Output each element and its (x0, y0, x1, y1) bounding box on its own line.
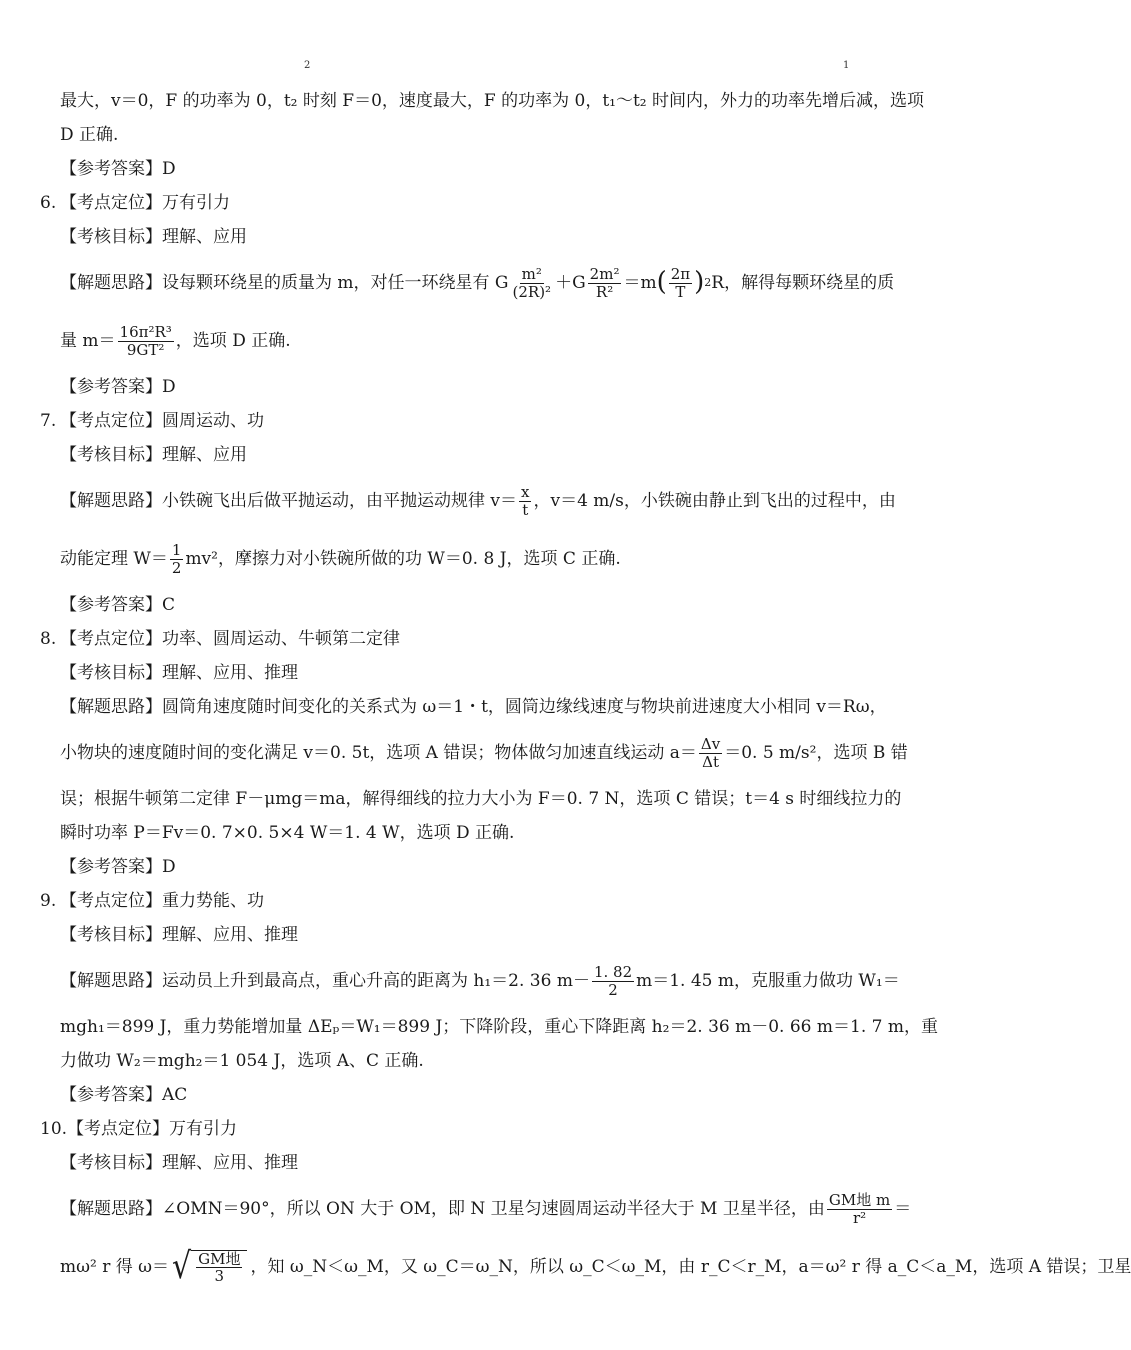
text: 力做功 W₂＝mgh₂＝1 054 J，选项 A、C 正确. (60, 1050, 424, 1071)
answer-line (40, 850, 915, 884)
question-10-solution (40, 1180, 915, 1238)
denominator: 3 (214, 1267, 225, 1285)
denominator: (2R)² (512, 282, 552, 301)
text: 【解题思路】设每颗环绕星的质量为 m，对任一环绕星有 G (60, 272, 509, 293)
fraction (511, 266, 554, 300)
text: R，解得每颗环绕星的质 (711, 272, 895, 293)
text-line (40, 1010, 938, 1044)
text: 【解题思路】小铁碗飞出后做平抛运动，由平抛运动规律 v＝ (60, 490, 518, 511)
denominator: 2 (608, 980, 618, 999)
text: ＋G (555, 272, 586, 293)
question-6-solution-cont (40, 312, 915, 370)
text: ，v＝4 m/s，小铁碗由静止到飞出的过程中，由 (533, 490, 896, 511)
square-root (172, 1245, 247, 1288)
question-6-solution (40, 254, 915, 312)
denominator: t (522, 500, 529, 519)
question-number: 6. (40, 192, 57, 213)
text: D 正确. (60, 124, 119, 145)
question-10-goal (40, 1146, 915, 1180)
text: 【考点定位】万有引力 (67, 1118, 238, 1139)
text-line (40, 1044, 915, 1078)
question-8-solution (40, 690, 915, 724)
text-line (40, 782, 915, 816)
question-number: 10. (40, 1118, 68, 1139)
text: 【考点定位】圆周运动、功 (60, 410, 264, 431)
numerator: GM地 m (828, 1191, 891, 1209)
text: 小物块的速度随时间的变化满足 v＝0. 5t，选项 A 错误；物体做匀加速直线运动 a＝ (60, 742, 697, 763)
text: 【解题思路】运动员上升到最高点，重心升高的距离为 h₁＝2. 36 m－ (60, 970, 590, 991)
text: 误；根据牛顿第二定律 F－μmg＝ma，解得细线的拉力大小为 F＝0. 7 N，选项 C 错误；t＝4 s 时细线拉力的 (60, 788, 902, 809)
text: 【考点定位】功率、圆周运动、牛顿第二定律 (60, 628, 400, 649)
page-number-left: 2 (304, 60, 311, 71)
numerator: 2m² (589, 265, 620, 283)
question-8-goal (40, 656, 915, 690)
question-6-topic (40, 186, 915, 220)
text-line (40, 118, 915, 152)
question-7-solution-cont (40, 530, 915, 588)
text: mgh₁＝899 J，重力势能增加量 ΔEₚ＝W₁＝899 J；下降阶段，重心下降距离 h₂＝2. 36 m－0. 66 m＝1. 7 m，重 (60, 1016, 938, 1037)
numerator: 1. 82 (593, 963, 633, 981)
text: ＝m (623, 272, 657, 293)
question-7-goal (40, 438, 915, 472)
text: 【考点定位】万有引力 (60, 192, 230, 213)
question-9-goal (40, 918, 915, 952)
text: 【考核目标】理解、应用 (60, 444, 247, 465)
numerator: GM地 (198, 1249, 241, 1268)
text: 量 m＝ (60, 330, 116, 351)
numerator: x (521, 483, 530, 501)
text: 最大，v＝0，F 的功率为 0，t₂ 时刻 F＝0，速度最大，F 的功率为 0，t₁～t₂ 时间内，外力的功率先增后减，选项 (60, 90, 925, 111)
text: m＝1. 45 m，克服重力做功 W₁＝ (636, 970, 900, 991)
question-7-solution (40, 472, 915, 530)
numerator: Δv (700, 735, 721, 753)
question-7-topic (40, 404, 915, 438)
answer-explanations (40, 84, 1131, 1296)
left-paren: ( (656, 267, 667, 298)
answer-line (40, 1078, 915, 1112)
reference-answer: 【参考答案】AC (60, 1084, 188, 1105)
fraction (592, 964, 634, 998)
text: 动能定理 W＝ (60, 548, 168, 569)
numerator: 2π (670, 265, 691, 283)
text: 瞬时功率 P＝Fv＝0. 7×0. 5×4 W＝1. 4 W，选项 D 正确. (60, 822, 515, 843)
text: 【考核目标】理解、应用、推理 (60, 924, 298, 945)
answer-line (40, 152, 915, 186)
question-number: 8. (40, 628, 57, 649)
fraction (669, 266, 692, 300)
text: 【考核目标】理解、应用、推理 (60, 662, 298, 683)
question-9-topic (40, 884, 915, 918)
question-10-topic (40, 1112, 915, 1146)
question-6-goal (40, 220, 915, 254)
question-number: 9. (40, 890, 57, 911)
text: 【考点定位】重力势能、功 (60, 890, 264, 911)
fraction (170, 542, 184, 576)
reference-answer: 【参考答案】D (60, 856, 176, 877)
text: 【考核目标】理解、应用、推理 (60, 1152, 298, 1173)
text: ，知 ω_N＜ω_M，又 ω_C＝ω_N，所以 ω_C＜ω_M，由 r_C＜r_M，a＝ω² r 得 a_C＜a_M，选项 A 错误；卫星 (250, 1256, 1131, 1277)
text: 【考核目标】理解、应用 (60, 226, 247, 247)
exponent: 2 (704, 276, 712, 290)
numerator: m² (521, 265, 542, 283)
question-9-solution (40, 952, 915, 1010)
fraction (519, 484, 531, 518)
text-line (40, 84, 925, 118)
denominator: r² (852, 1208, 867, 1227)
reference-answer: 【参考答案】D (60, 158, 176, 179)
denominator: Δt (702, 752, 719, 771)
text: mv²，摩擦力对小铁碗所做的功 W＝0. 8 J，选项 C 正确. (185, 548, 621, 569)
text: ＝0. 5 m/s²，选项 B 错 (724, 742, 908, 763)
page-number-markers (0, 60, 950, 74)
fraction (827, 1192, 892, 1226)
text: ＝ (894, 1198, 912, 1219)
fraction (699, 736, 722, 770)
question-10-solution-cont (40, 1238, 1131, 1296)
denominator: 9GT² (126, 340, 165, 359)
denominator: R² (595, 282, 614, 301)
answer-line (40, 370, 915, 404)
question-8-solution-cont (40, 724, 915, 782)
text: 【解题思路】圆筒角速度随时间变化的关系式为 ω＝1・t，圆筒边缘线速度与物块前进速度大小相同 v＝Rω， (60, 696, 887, 717)
numerator: 16π²R³ (119, 323, 172, 341)
reference-answer: 【参考答案】D (60, 376, 176, 397)
numerator: 1 (171, 541, 182, 559)
right-paren: ) (694, 267, 705, 298)
text: 【解题思路】∠OMN＝90°，所以 ON 大于 OM，即 N 卫星匀速圆周运动半径大于 M 卫星半径，由 (60, 1198, 825, 1219)
text: mω² r 得 ω＝ (60, 1256, 169, 1277)
fraction (196, 1251, 242, 1285)
text-line (40, 816, 915, 850)
question-number: 7. (40, 410, 57, 431)
reference-answer: 【参考答案】C (60, 594, 176, 615)
page-number-right: 1 (843, 60, 850, 71)
answer-line (40, 588, 915, 622)
fraction (118, 324, 174, 358)
fraction (588, 266, 622, 300)
denominator: 2 (171, 558, 182, 577)
question-8-topic (40, 622, 915, 656)
radical-sign-icon: √ (172, 1245, 192, 1288)
text: ，选项 D 正确. (175, 330, 291, 351)
denominator: T (675, 282, 686, 301)
